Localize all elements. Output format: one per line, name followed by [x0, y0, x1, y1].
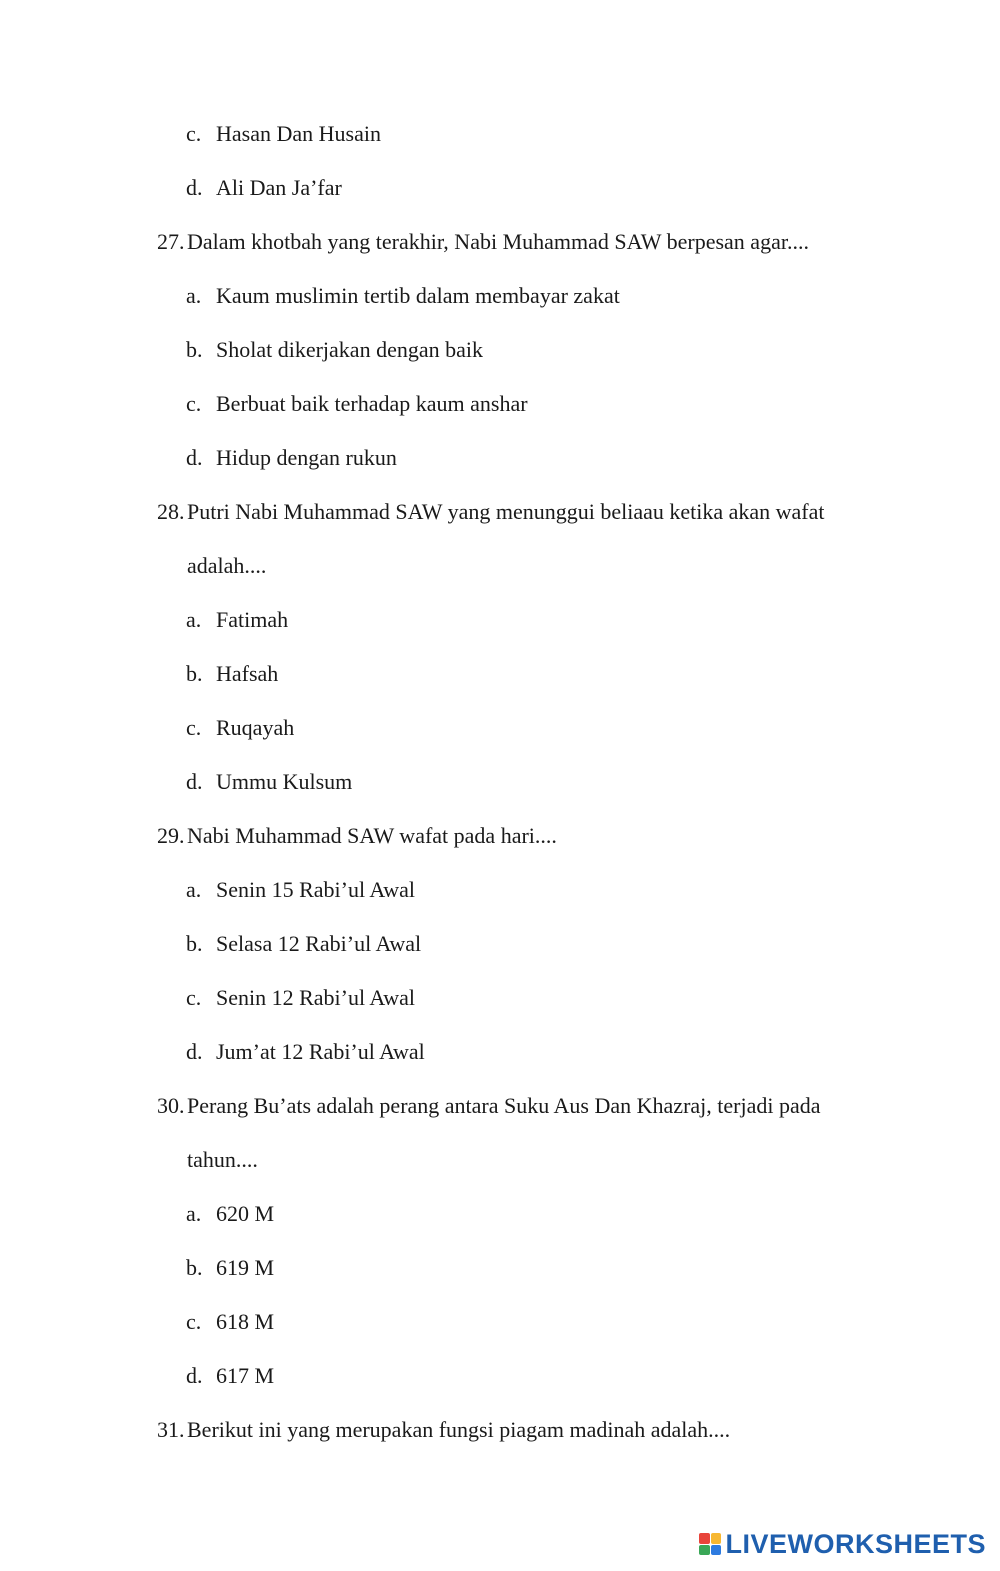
option-letter: c. [186, 121, 202, 146]
option-letter: d. [186, 175, 203, 200]
option-text: Ali Dan Ja’far [216, 175, 342, 200]
question-text: adalah.... [187, 553, 267, 578]
option-letter: a. [186, 1201, 202, 1226]
option-letter: c. [186, 715, 202, 740]
option-text: Jum’at 12 Rabi’ul Awal [216, 1039, 425, 1064]
option-text: Hidup dengan rukun [216, 445, 397, 470]
question-text: tahun.... [187, 1147, 258, 1172]
option-letter: c. [186, 391, 202, 416]
option-text: Selasa 12 Rabi’ul Awal [216, 931, 422, 956]
option-letter: d. [186, 769, 203, 794]
option-text: 617 M [216, 1363, 275, 1388]
question-text: Dalam khotbah yang terakhir, Nabi Muhammad SAW berpesan agar.... [187, 229, 809, 254]
option-text: Kaum muslimin tertib dalam membayar zakat [216, 283, 620, 308]
option-letter: a. [186, 877, 202, 902]
option-text: Berbuat baik terhadap kaum anshar [216, 391, 528, 416]
question-number: 31. [157, 1417, 185, 1442]
option-letter: d. [186, 1363, 203, 1388]
question-number: 30. [157, 1093, 185, 1118]
option-text: Sholat dikerjakan dengan baik [216, 337, 483, 362]
option-letter: b. [186, 931, 203, 956]
question-number: 27. [157, 229, 185, 254]
logo-square-red [699, 1533, 710, 1544]
question-number: 28. [157, 499, 185, 524]
option-text: Hasan Dan Husain [216, 121, 381, 146]
option-text: 620 M [216, 1201, 275, 1226]
question-text: Perang Bu’ats adalah perang antara Suku Aus Dan Khazraj, terjadi pada [187, 1093, 821, 1118]
option-text: Hafsah [216, 661, 279, 686]
option-letter: c. [186, 985, 202, 1010]
question-text: Putri Nabi Muhammad SAW yang menunggui beliaau ketika akan wafat [187, 499, 825, 524]
option-letter: a. [186, 607, 202, 632]
option-text: Ruqayah [216, 715, 295, 740]
liveworksheets-watermark [699, 1529, 986, 1559]
option-text: Fatimah [216, 607, 289, 632]
option-text: 619 M [216, 1255, 275, 1280]
option-letter: b. [186, 337, 203, 362]
option-letter: c. [186, 1309, 202, 1334]
question-number: 29. [157, 823, 185, 848]
watermark-text: LIVEWORKSHEETS [725, 1528, 986, 1559]
option-letter: d. [186, 445, 203, 470]
liveworksheets-logo-icon [699, 1533, 721, 1555]
option-letter: b. [186, 661, 203, 686]
logo-square-yellow [711, 1533, 722, 1544]
option-letter: d. [186, 1039, 203, 1064]
option-letter: a. [186, 283, 202, 308]
question-text: Berikut ini yang merupakan fungsi piagam madinah adalah.... [187, 1417, 731, 1442]
option-letter: b. [186, 1255, 203, 1280]
option-text: Senin 15 Rabi’ul Awal [216, 877, 416, 902]
option-text: Senin 12 Rabi’ul Awal [216, 985, 416, 1010]
option-text: 618 M [216, 1309, 275, 1334]
logo-square-blue [711, 1545, 722, 1556]
question-text: Nabi Muhammad SAW wafat pada hari.... [187, 823, 557, 848]
option-text: Ummu Kulsum [216, 769, 353, 794]
logo-square-green [699, 1545, 710, 1556]
